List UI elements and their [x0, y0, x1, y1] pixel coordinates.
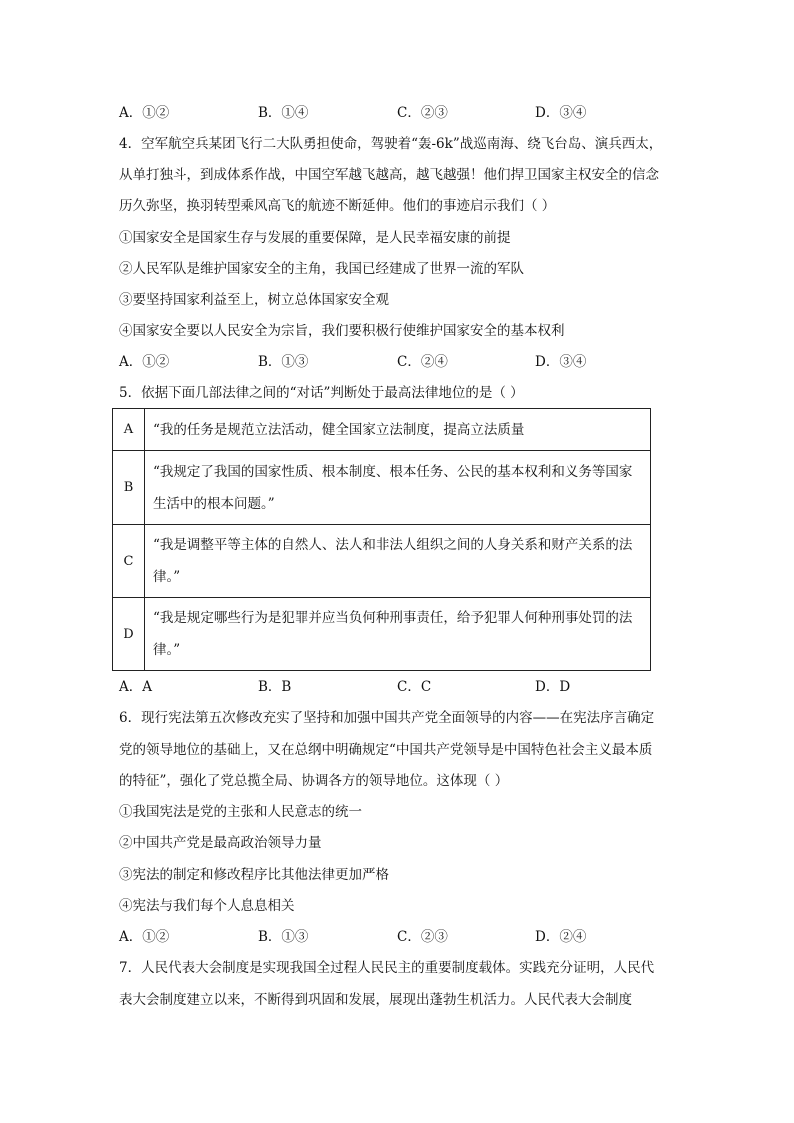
q6-statement-1: ①我国宪法是党的主张和人民意志的统一 — [119, 804, 362, 820]
option-b[interactable]: B．①③ — [258, 929, 309, 945]
q6-statement-2: ②中国共产党是最高政治领导力量 — [119, 835, 322, 851]
q6-statement-3: ③宪法的制定和修改程序比其他法律更加严格 — [119, 867, 389, 883]
q6-statement-4: ④宪法与我们每个人息息相关 — [119, 898, 295, 914]
q5-stem: 5．依据下面几部法律之间的“对话”判断处于最高法律地位的是（ ） — [119, 385, 524, 401]
row-key: A — [113, 409, 145, 451]
option-c[interactable]: C．②④ — [397, 354, 448, 370]
q4-options — [119, 352, 679, 372]
q5-options — [119, 677, 679, 697]
q4-statement-3: ③要坚持国家利益至上，树立总体国家安全观 — [119, 292, 389, 308]
q4-statement-4: ④国家安全要以人民安全为宗旨，我们要积极行使维护国家安全的基本权利 — [119, 323, 565, 339]
table-row — [113, 598, 651, 671]
option-d[interactable]: D．③④ — [535, 354, 587, 370]
row-text: “我是规定哪些行为是犯罪并应当负何种刑事责任，给予犯罪人何种刑事处罚的法律。” — [145, 598, 651, 671]
table-row — [113, 525, 651, 598]
q7-stem-line-1: 7．人民代表大会制度是实现我国全过程人民民主的重要制度载体。实践充分证明，人民代 — [119, 960, 655, 976]
row-key: B — [113, 451, 145, 525]
q6-options — [119, 927, 679, 947]
q4-statement-2: ②人民军队是维护国家安全的主角，我国已经建成了世界一流的军队 — [119, 261, 524, 277]
q4-stem-line-1: 4．空军航空兵某团飞行二大队勇担使命，驾驶着“轰-6k”战巡南海、绕飞台岛、演兵西太， — [119, 136, 663, 152]
option-d[interactable]: D．D — [535, 679, 571, 695]
q4-statement-1: ①国家安全是国家生存与发展的重要保障，是人民幸福安康的前提 — [119, 230, 511, 246]
option-d[interactable]: D．③④ — [535, 105, 587, 121]
q4-stem-line-3: 历久弥坚，换羽转型乘风高飞的航迹不断延伸。他们的事迹启示我们（ ） — [119, 198, 556, 214]
q3-options — [119, 103, 679, 123]
row-text: “我的任务是规范立法活动，健全国家立法制度，提高立法质量 — [145, 409, 651, 451]
q7-stem-line-2: 表大会制度建立以来，不断得到巩固和发展，展现出蓬勃生机活力。人民代表大会制度 — [119, 992, 632, 1008]
option-a[interactable]: A．①② — [119, 354, 170, 370]
option-a[interactable]: A．A — [119, 679, 152, 695]
row-key: C — [113, 525, 145, 598]
row-text: “我规定了我国的国家性质、根本制度、根本任务、公民的基本权利和义务等国家生活中的根本问题。” — [145, 451, 651, 525]
option-c[interactable]: C．C — [397, 679, 432, 695]
q6-stem-line-2: 党的领导地位的基础上，又在总纲中明确规定“中国共产党领导是中国特色社会主义最本质 — [119, 742, 653, 758]
option-c[interactable]: C．②③ — [397, 929, 448, 945]
row-key: D — [113, 598, 145, 671]
option-b[interactable]: B．①④ — [258, 105, 309, 121]
q4-stem-line-2: 从单打独斗，到成体系作战，中国空军越飞越高，越飞越强！他们捍卫国家主权安全的信念 — [119, 167, 659, 183]
option-d[interactable]: D．②④ — [535, 929, 587, 945]
option-b[interactable]: B．B — [258, 679, 292, 695]
q6-stem-line-3: 的特征”，强化了党总揽全局、协调各方的领导地位。这体现（ ） — [119, 773, 509, 789]
option-c[interactable]: C．②③ — [397, 105, 448, 121]
table-row — [113, 409, 651, 451]
option-a[interactable]: A．①② — [119, 105, 170, 121]
option-a[interactable]: A．①② — [119, 929, 170, 945]
q6-stem-line-1: 6．现行宪法第五次修改充实了坚持和加强中国共产党全面领导的内容——在宪法序言确定 — [119, 710, 655, 726]
table-row — [113, 451, 651, 525]
q5-dialog-table — [112, 408, 651, 671]
row-text: “我是调整平等主体的自然人、法人和非法人组织之间的人身关系和财产关系的法律。” — [145, 525, 651, 598]
option-b[interactable]: B．①③ — [258, 354, 309, 370]
